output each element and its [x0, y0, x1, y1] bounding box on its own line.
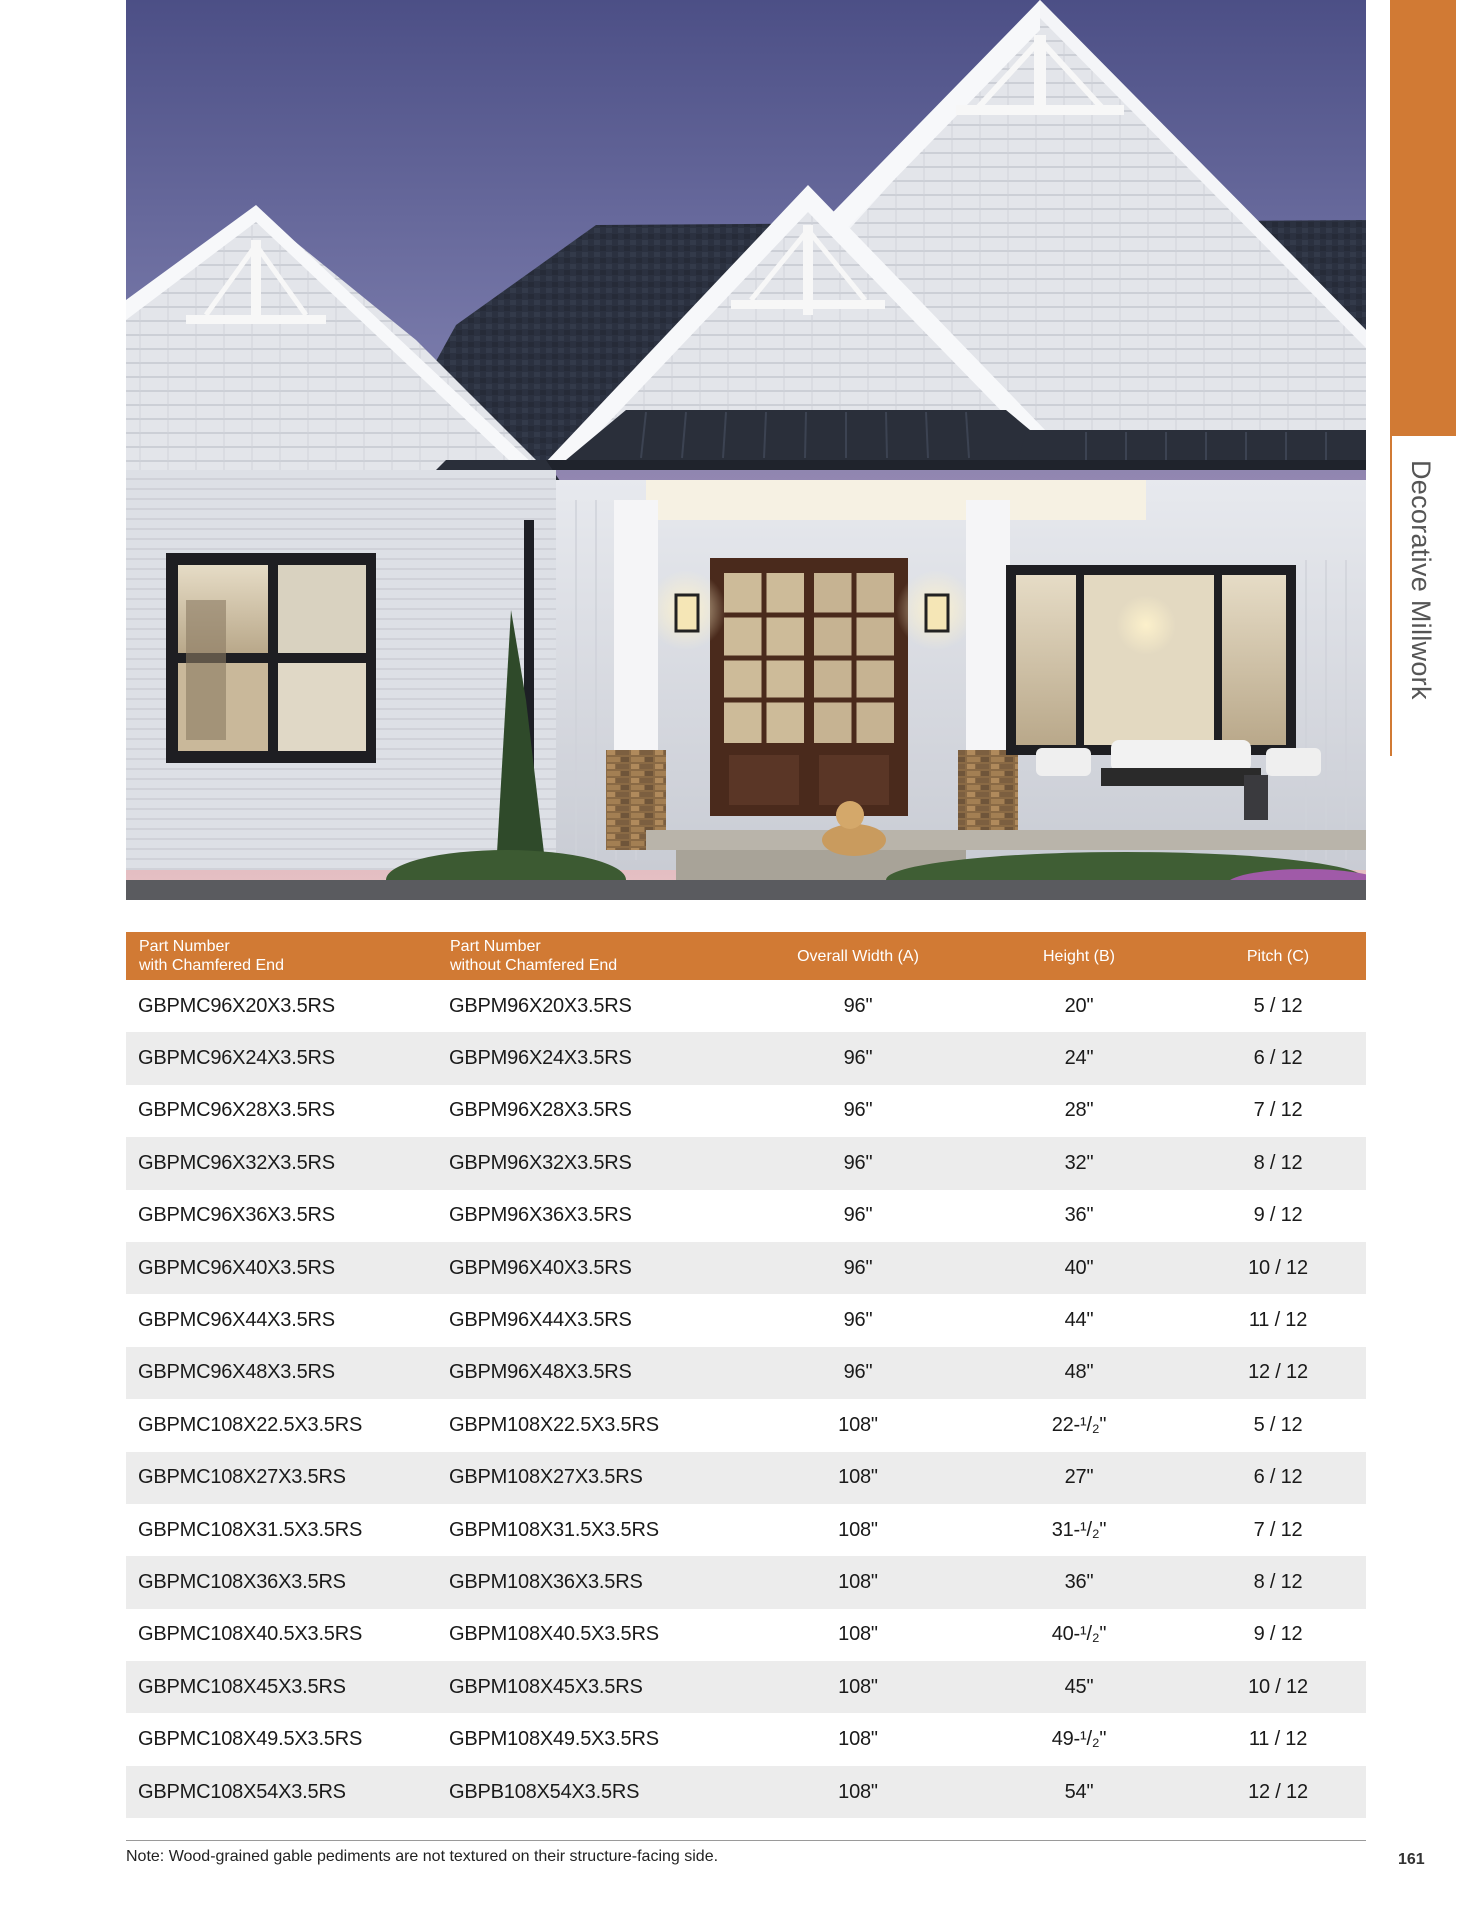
footer-note: Note: Wood-grained gable pediments are not textured on their structure-facing side. [126, 1848, 719, 1865]
cell-part-with-chamfer: GBPMC96X20X3.5RS [138, 994, 335, 1017]
cell-part-with-chamfer: GBPMC108X54X3.5RS [126, 1766, 437, 1818]
cell-part-with-chamfer: GBPMC96X44X3.5RS [138, 1309, 335, 1332]
cell-pitch: 6 / 12 [1190, 1032, 1366, 1084]
cell-overall-width: 108" [838, 1413, 878, 1436]
cell-part-without-chamfer: GBPM96X28X3.5RS [449, 1099, 632, 1122]
table-row [126, 1190, 1366, 1242]
cell-part-without-chamfer: GBPM108X22.5X3.5RS [449, 1413, 659, 1436]
cell-pitch: 12 / 12 [1190, 1347, 1366, 1399]
cell-pitch: 8 / 12 [1190, 1137, 1366, 1189]
cell-part-without-chamfer: GBPM96X32X3.5RS [437, 1137, 748, 1189]
cell-part-with-chamfer: GBPMC96X48X3.5RS [126, 1347, 437, 1399]
cell-height: 22-¹/₂" [1051, 1413, 1107, 1436]
house-illustration [126, 0, 1366, 900]
cell-overall-width: 108" [838, 1518, 878, 1541]
cell-pitch: 5 / 12 [1253, 994, 1303, 1017]
header-part-without-chamfer [437, 932, 748, 980]
cell-overall-width: 96" [748, 1137, 968, 1189]
cell-part-with-chamfer: GBPMC108X49.5X3.5RS [138, 1728, 363, 1751]
cell-pitch: 11 / 12 [1248, 1728, 1308, 1751]
table-header-row [126, 932, 1366, 980]
table-row [126, 1452, 1366, 1504]
cell-part-with-chamfer: GBPMC96X24X3.5RS [126, 1032, 437, 1084]
header-height: Height (B) [968, 932, 1190, 980]
table-row [126, 1766, 1366, 1818]
cell-part-without-chamfer: GBPM96X40X3.5RS [437, 1242, 748, 1294]
cell-overall-width: 96" [748, 1347, 968, 1399]
table-row [126, 1032, 1366, 1084]
cell-overall-width: 108" [748, 1766, 968, 1818]
table-row [126, 1399, 1366, 1451]
cell-part-without-chamfer: GBPM96X20X3.5RS [449, 994, 632, 1017]
cell-height: 20" [1064, 994, 1094, 1017]
cell-part-without-chamfer: GBPM96X24X3.5RS [437, 1032, 748, 1084]
table-row [126, 1347, 1366, 1399]
pediment-spec-table [126, 932, 1366, 1818]
cell-overall-width: 108" [838, 1728, 878, 1751]
header-part-without-line1: Part Number [450, 938, 541, 955]
cell-part-with-chamfer: GBPMC108X40.5X3.5RS [138, 1623, 363, 1646]
cell-part-without-chamfer: GBPM108X40.5X3.5RS [449, 1623, 659, 1646]
cell-overall-width: 96" [843, 1099, 873, 1122]
header-part-without-line2: without Chamfered End [450, 957, 618, 974]
cell-part-with-chamfer: GBPMC108X27X3.5RS [126, 1452, 437, 1504]
table-row [126, 1713, 1366, 1765]
cell-part-without-chamfer: GBPB108X54X3.5RS [437, 1766, 748, 1818]
table-row [126, 1661, 1366, 1713]
cell-height: 40" [968, 1242, 1190, 1294]
cell-part-with-chamfer: GBPMC108X31.5X3.5RS [138, 1518, 363, 1541]
cell-pitch: 7 / 12 [1253, 1099, 1303, 1122]
table-row [126, 980, 1366, 1032]
cell-pitch: 5 / 12 [1253, 1413, 1303, 1436]
page-number: 161 [1398, 1851, 1425, 1868]
cell-part-with-chamfer: GBPMC96X32X3.5RS [126, 1137, 437, 1189]
cell-part-with-chamfer: GBPMC108X45X3.5RS [126, 1661, 437, 1713]
cell-overall-width: 108" [748, 1556, 968, 1608]
cell-overall-width: 96" [843, 1204, 873, 1227]
cell-part-with-chamfer: GBPMC108X36X3.5RS [126, 1556, 437, 1608]
cell-part-without-chamfer: GBPM108X31.5X3.5RS [449, 1518, 659, 1541]
cell-height: 36" [968, 1556, 1190, 1608]
cell-pitch: 6 / 12 [1190, 1452, 1366, 1504]
cell-part-with-chamfer: GBPMC96X28X3.5RS [138, 1099, 335, 1122]
cell-part-without-chamfer: GBPM96X36X3.5RS [449, 1204, 632, 1227]
table-row [126, 1137, 1366, 1189]
cell-pitch: 11 / 12 [1248, 1309, 1308, 1332]
cell-part-with-chamfer: GBPMC96X40X3.5RS [126, 1242, 437, 1294]
table-row [126, 1609, 1366, 1661]
cell-height: 32" [968, 1137, 1190, 1189]
cell-pitch: 9 / 12 [1253, 1623, 1303, 1646]
header-part-with-line2: with Chamfered End [139, 957, 284, 974]
cell-pitch: 9 / 12 [1253, 1204, 1303, 1227]
cell-overall-width: 96" [748, 1242, 968, 1294]
cell-height: 40-¹/₂" [1051, 1623, 1107, 1646]
cell-overall-width: 108" [748, 1661, 968, 1713]
house-photo [126, 0, 1366, 900]
cell-overall-width: 96" [843, 994, 873, 1017]
cell-height: 54" [968, 1766, 1190, 1818]
table-body [126, 980, 1366, 1818]
cell-height: 49-¹/₂" [1051, 1728, 1107, 1751]
cell-pitch: 12 / 12 [1190, 1766, 1366, 1818]
cell-part-without-chamfer: GBPM108X27X3.5RS [437, 1452, 748, 1504]
cell-height: 45" [968, 1661, 1190, 1713]
cell-part-without-chamfer: GBPM96X44X3.5RS [449, 1309, 632, 1332]
cell-part-with-chamfer: GBPMC96X36X3.5RS [138, 1204, 335, 1227]
cell-height: 28" [1064, 1099, 1094, 1122]
cell-pitch: 10 / 12 [1190, 1661, 1366, 1713]
cell-part-without-chamfer: GBPM96X48X3.5RS [437, 1347, 748, 1399]
section-tab [1390, 0, 1456, 436]
cell-height: 24" [968, 1032, 1190, 1084]
cell-part-with-chamfer: GBPMC108X22.5X3.5RS [138, 1413, 363, 1436]
cell-height: 27" [968, 1452, 1190, 1504]
table-row [126, 1556, 1366, 1608]
cell-height: 36" [1064, 1204, 1094, 1227]
table-row [126, 1294, 1366, 1346]
cell-overall-width: 108" [838, 1623, 878, 1646]
cell-part-without-chamfer: GBPM108X45X3.5RS [437, 1661, 748, 1713]
table-row [126, 1504, 1366, 1556]
table-row [126, 1085, 1366, 1137]
footer-rule [126, 1840, 1366, 1841]
cell-part-without-chamfer: GBPM108X36X3.5RS [437, 1556, 748, 1608]
cell-overall-width: 96" [843, 1309, 873, 1332]
cell-height: 31-¹/₂" [1051, 1518, 1107, 1541]
section-tab-rule [1390, 436, 1392, 756]
section-label: Decorative Millwork [1406, 460, 1436, 700]
cell-pitch: 7 / 12 [1253, 1518, 1303, 1541]
cell-pitch: 10 / 12 [1190, 1242, 1366, 1294]
cell-part-without-chamfer: GBPM108X49.5X3.5RS [449, 1728, 659, 1751]
cell-pitch: 8 / 12 [1190, 1556, 1366, 1608]
cell-height: 48" [968, 1347, 1190, 1399]
table-row [126, 1242, 1366, 1294]
cell-overall-width: 96" [748, 1032, 968, 1084]
header-part-with-chamfer [126, 932, 437, 980]
header-part-with-line1: Part Number [139, 938, 230, 955]
cell-height: 44" [1064, 1309, 1094, 1332]
header-overall-width: Overall Width (A) [748, 932, 968, 980]
cell-overall-width: 108" [748, 1452, 968, 1504]
header-pitch: Pitch (C) [1190, 932, 1366, 980]
